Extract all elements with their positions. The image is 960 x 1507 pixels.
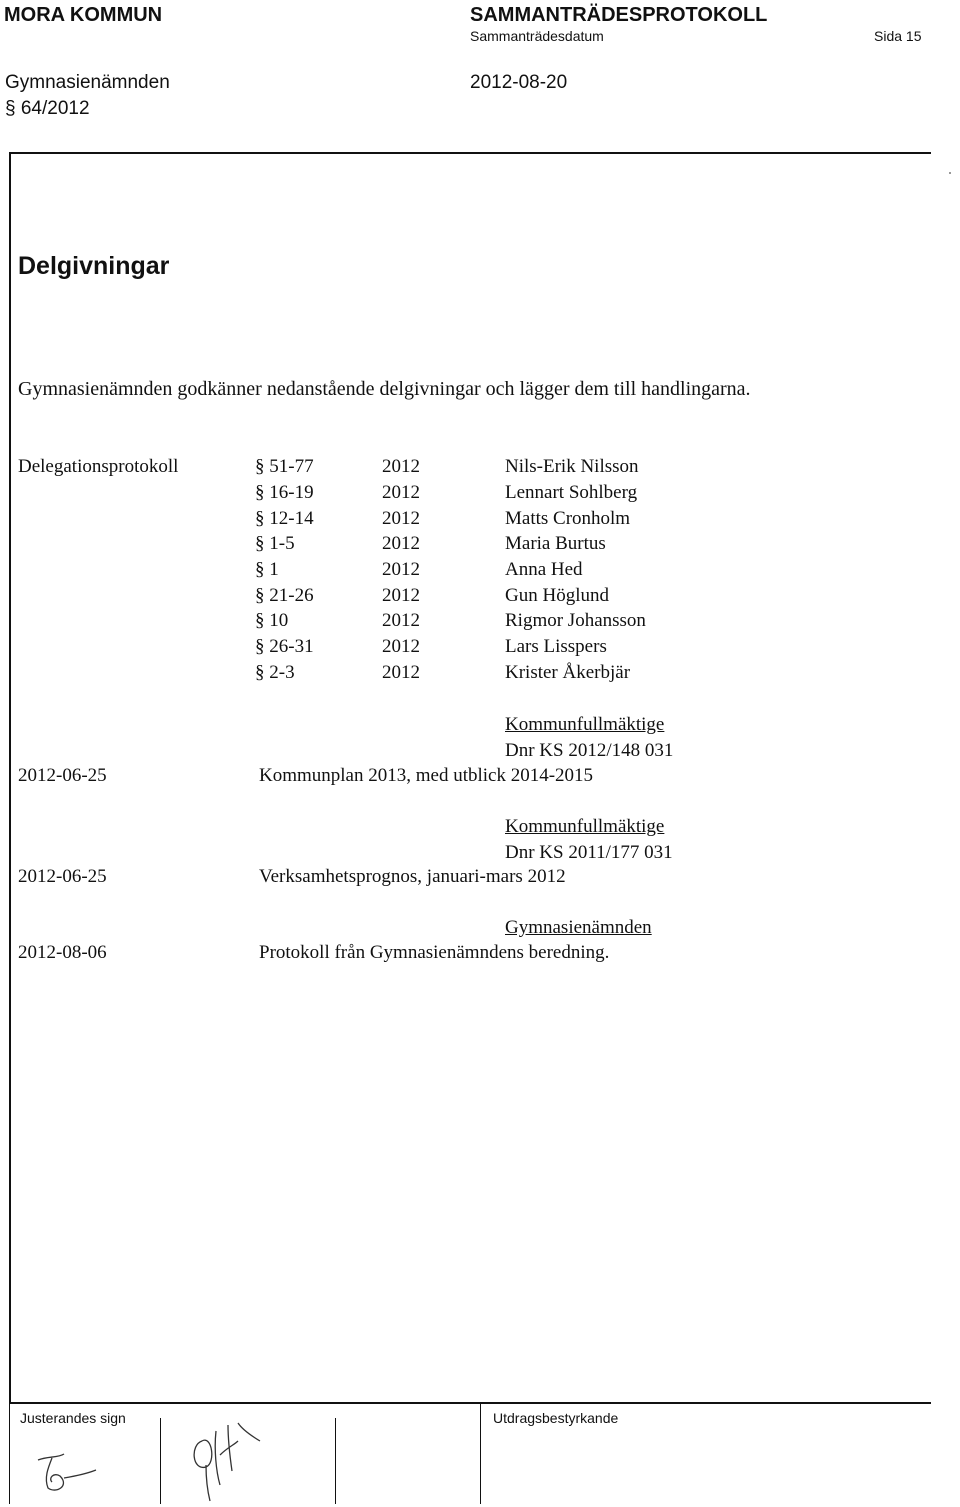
person-name: Lennart Sohlberg: [505, 482, 638, 503]
section-ref: § 1: [255, 559, 279, 580]
notice-dnr: Dnr KS 2012/148 031: [505, 740, 674, 761]
section-ref: § 10: [255, 610, 289, 631]
section-ref: § 21-26: [255, 585, 314, 606]
delegation-label: Delegationsprotokoll: [18, 456, 179, 477]
notice-dnr: Dnr KS 2011/177 031: [505, 842, 673, 863]
notice-text: Verksamhetsprognos, januari-mars 2012: [259, 866, 566, 887]
page-number: Sida 15: [874, 28, 922, 44]
section-ref: § 12-14: [255, 508, 314, 529]
notice-date: 2012-06-25: [18, 765, 107, 786]
intro-text: Gymnasienämnden godkänner nedanstående delgivningar och lägger dem till handlingarna.: [18, 378, 751, 400]
scan-speck: [949, 172, 951, 174]
year: 2012: [382, 559, 420, 580]
notice-sender: Kommunfullmäktige: [505, 714, 665, 735]
notice-text: Kommunplan 2013, med utblick 2014-2015: [259, 765, 594, 786]
footer-divider-3: [480, 1404, 481, 1504]
year: 2012: [382, 533, 420, 554]
person-name: Matts Cronholm: [505, 508, 631, 529]
year: 2012: [382, 636, 420, 657]
signature-initials-1: [30, 1432, 100, 1502]
year: 2012: [382, 585, 420, 606]
document-type: SAMMANTRÄDESPROTOKOLL: [470, 4, 768, 26]
year: 2012: [382, 508, 420, 529]
section-ref: § 51-77: [255, 456, 314, 477]
sign-label: Justerandes sign: [20, 1410, 126, 1426]
footer-divider-2: [335, 1418, 336, 1504]
signature-initials-2: [180, 1415, 280, 1505]
person-name: Krister Åkerbjär: [505, 662, 631, 683]
notice-date: 2012-08-06: [18, 942, 107, 963]
person-name: Maria Burtus: [505, 533, 606, 554]
meeting-date-label: Sammanträdesdatum: [470, 28, 604, 44]
section-ref: § 2-3: [255, 662, 295, 683]
section-ref: § 16-19: [255, 482, 314, 503]
person-name: Gun Höglund: [505, 585, 609, 606]
person-name: Nils-Erik Nilsson: [505, 456, 639, 477]
person-name: Anna Hed: [505, 559, 583, 580]
footer-border-left: [9, 1404, 10, 1504]
notice-sender: Kommunfullmäktige: [505, 816, 665, 837]
year: 2012: [382, 482, 420, 503]
organization-name: MORA KOMMUN: [4, 4, 163, 26]
meeting-date: 2012-08-20: [470, 72, 568, 93]
paragraph-number: § 64/2012: [5, 98, 90, 119]
footer-divider: [9, 1402, 931, 1404]
section-ref: § 1-5: [255, 533, 295, 554]
year: 2012: [382, 610, 420, 631]
committee-name: Gymnasienämnden: [5, 72, 170, 93]
notice-sender: Gymnasienämnden: [505, 917, 652, 938]
person-name: Lars Lisspers: [505, 636, 607, 657]
year: 2012: [382, 456, 420, 477]
section-title: Delgivningar: [18, 252, 170, 280]
extract-label: Utdragsbestyrkande: [493, 1410, 619, 1426]
notice-text: Protokoll från Gymnasienämndens beredning.: [259, 942, 610, 963]
year: 2012: [382, 662, 420, 683]
notice-date: 2012-06-25: [18, 866, 107, 887]
section-ref: § 26-31: [255, 636, 314, 657]
footer-divider-1: [160, 1418, 161, 1504]
person-name: Rigmor Johansson: [505, 610, 646, 631]
